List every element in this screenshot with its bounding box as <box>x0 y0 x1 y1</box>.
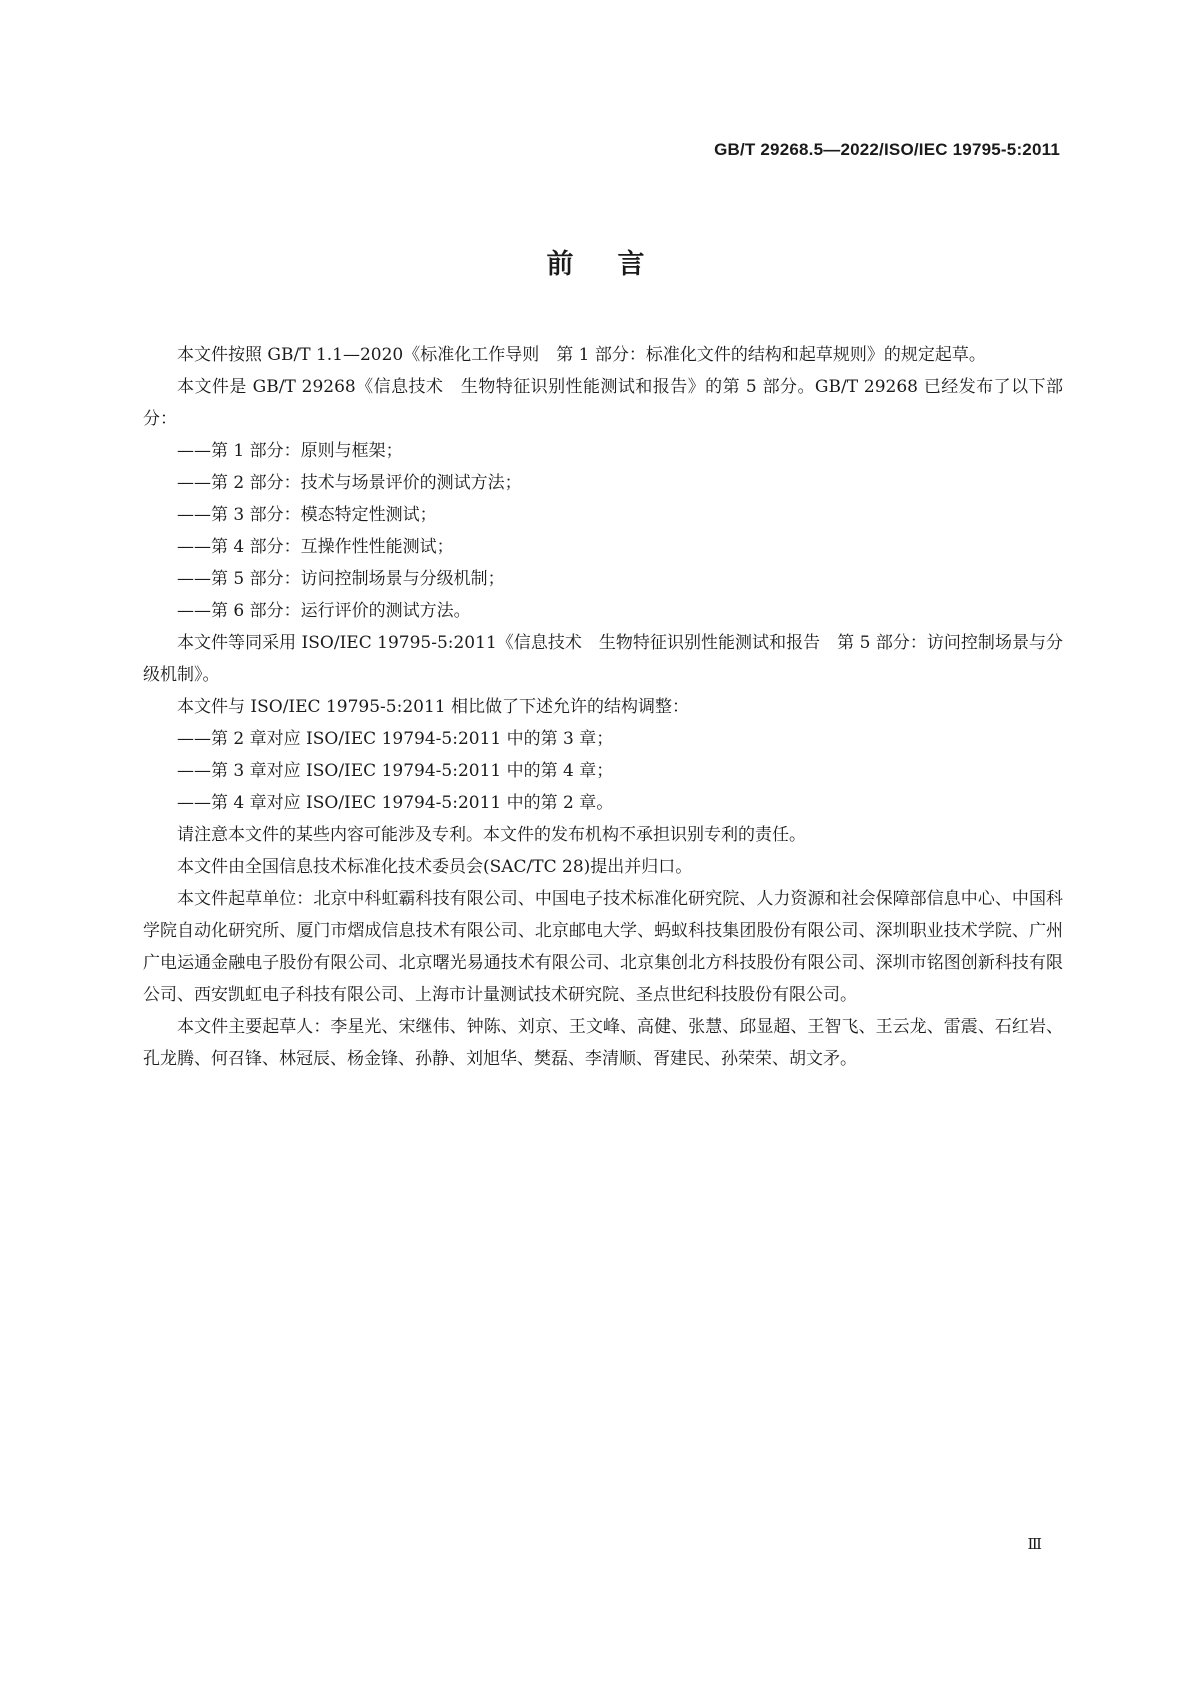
preface-body <box>143 339 1063 1075</box>
paragraph-patent-notice: 请注意本文件的某些内容可能涉及专利。本文件的发布机构不承担识别专利的责任。 <box>177 825 806 845</box>
list-item-part-5: ——第 5 部分：访问控制场景与分级机制； <box>177 569 505 589</box>
page-title: 前言 <box>546 249 689 280</box>
list-item-part-1: ——第 1 部分：原则与框架； <box>177 441 403 461</box>
list-item-part-6: ——第 6 部分：运行评价的测试方法。 <box>177 601 471 621</box>
paragraph-equivalence: 本文件等同采用 ISO/IEC 19795-5:2011《信息技术 生物特征识别性能测试和报告 第 5 部分：访问控制场景与分级机制》。 <box>143 633 1063 685</box>
paragraph-series-info: 本文件是 GB/T 29268《信息技术 生物特征识别性能测试和报告》的第 5 部分。GB/T 29268 已经发布了以下部分： <box>143 377 1063 429</box>
paragraph-drafting-rules: 本文件按照 GB/T 1.1—2020《标准化工作导则 第 1 部分：标准化文件的结构和起草规则》的规定起草。 <box>177 345 986 365</box>
list-item-part-4: ——第 4 部分：互操作性性能测试； <box>177 537 454 557</box>
paragraph-committee: 本文件由全国信息技术标准化技术委员会(SAC/TC 28)提出并归口。 <box>177 857 693 877</box>
list-item-part-2: ——第 2 部分：技术与场景评价的测试方法； <box>177 473 522 493</box>
paragraph-drafting-units: 本文件起草单位：北京中科虹霸科技有限公司、中国电子技术标准化研究院、人力资源和社会保障部信息中心、中国科学院自动化研究所、厦门市熠成信息技术有限公司、北京邮电大学、蚂蚁科技集团股份有限公司、深圳职业技术学院、广州广电运通金融电子股份有限公司、北京曙光易通技术有限公司、北京集创北方科技股份有限公司、深圳市铭图创新科技有限公司、西安凯虹电子科技有限公司、上海市计量测试技术研究院、圣点世纪科技股份有限公司。 <box>143 889 1063 1005</box>
paragraph-structural-changes: 本文件与 ISO/IEC 19795-5:2011 相比做了下述允许的结构调整： <box>177 697 689 717</box>
page-number: Ⅲ <box>1027 1535 1042 1553</box>
list-item-adjustment-3: ——第 4 章对应 ISO/IEC 19794-5:2011 中的第 2 章。 <box>177 793 614 813</box>
document-standard-id: GB/T 29268.5—2022/ISO/IEC 19795-5:2011 <box>714 140 1060 159</box>
paragraph-drafters: 本文件主要起草人：李星光、宋继伟、钟陈、刘京、王文峰、高健、张慧、邱显超、王智飞、王云龙、雷震、石红岩、孔龙腾、何召锋、林冠辰、杨金锋、孙静、刘旭华、樊磊、李清顺、胥建民、孙荣荣、胡文矛。 <box>143 1017 1063 1069</box>
list-item-adjustment-2: ——第 3 章对应 ISO/IEC 19794-5:2011 中的第 4 章； <box>177 761 614 781</box>
list-item-part-3: ——第 3 部分：模态特定性测试； <box>177 505 437 525</box>
list-item-adjustment-1: ——第 2 章对应 ISO/IEC 19794-5:2011 中的第 3 章； <box>177 729 614 749</box>
